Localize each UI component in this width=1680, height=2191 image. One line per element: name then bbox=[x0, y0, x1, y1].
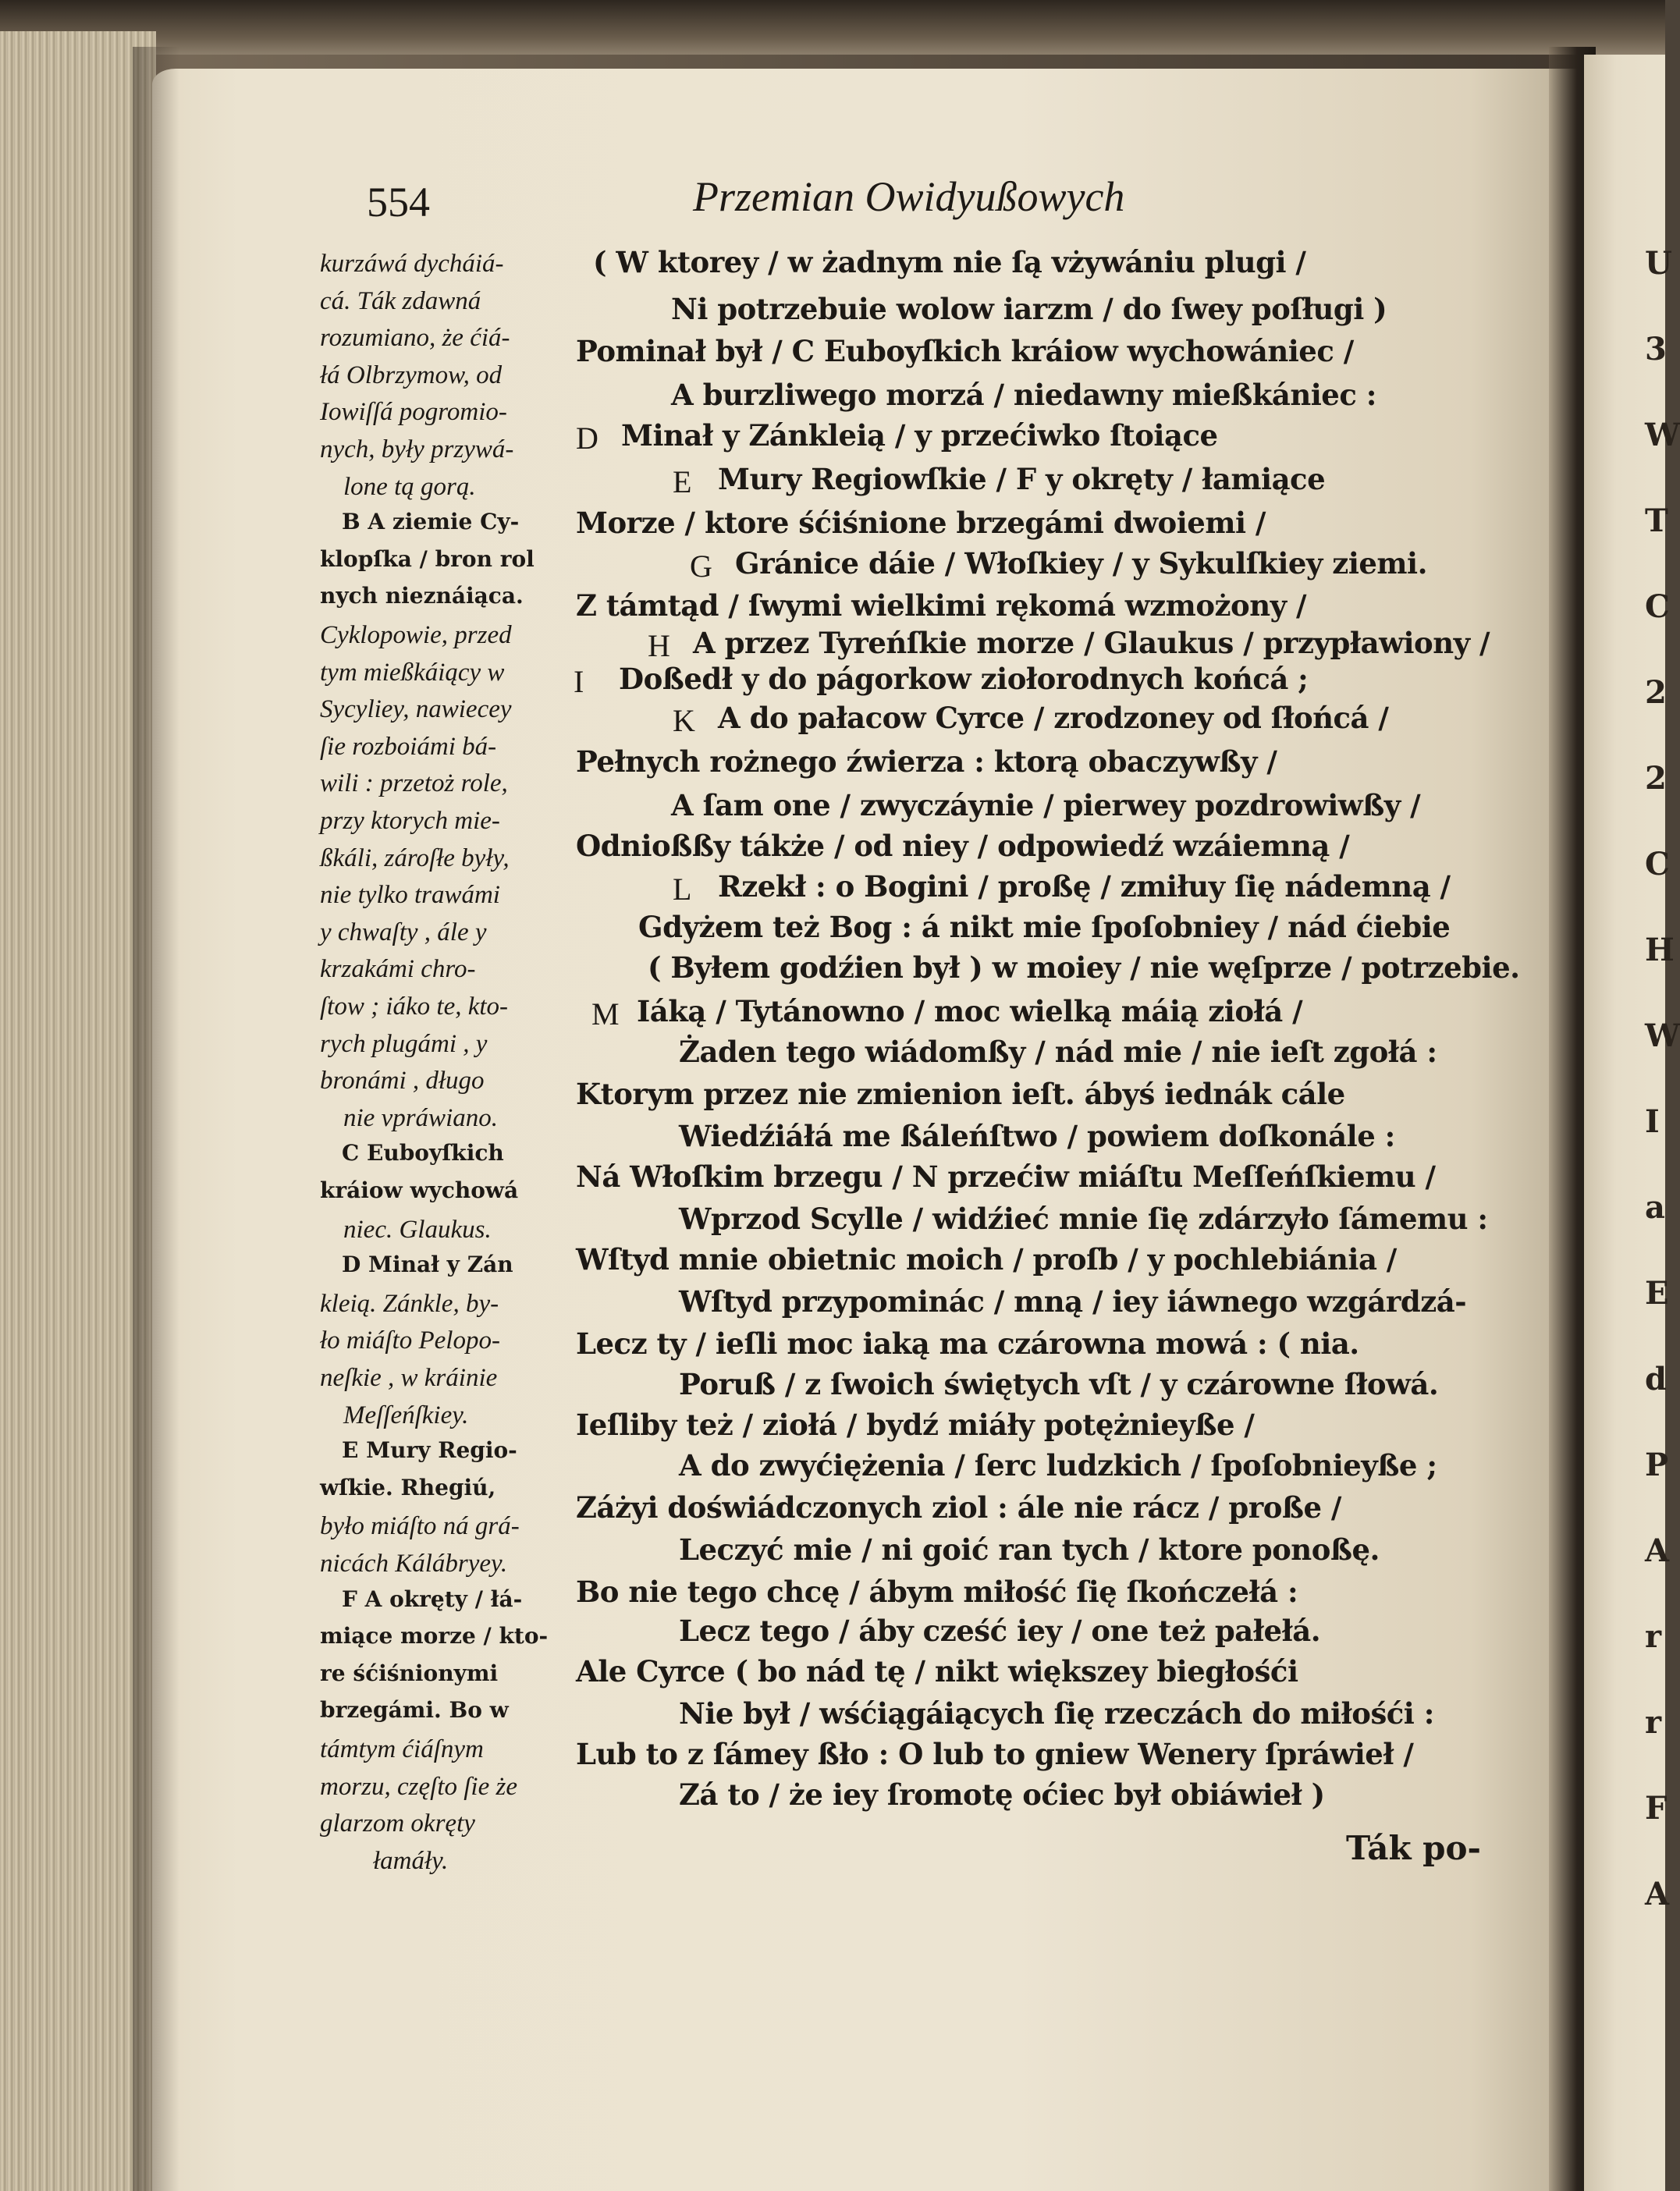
margin-note-line: Meſſeńſkiey. bbox=[343, 1401, 469, 1429]
edge-letter: d bbox=[1645, 1361, 1667, 1397]
verse-line: Iáką / Tytánowno / moc wielką máią ziołá / bbox=[637, 994, 1303, 1028]
verse-line: Pełnych rożnego źwierza : ktorą obaczywßy / bbox=[576, 744, 1277, 779]
margin-note-line: D Minał y Zán bbox=[342, 1252, 513, 1277]
margin-note-line: kleią. Zánkle, by- bbox=[320, 1290, 499, 1318]
verse-line: Gdyżem też Bog : á nikt mie ſpoſobniey / nád ćiebie bbox=[638, 910, 1451, 944]
edge-letter: A bbox=[1645, 1532, 1670, 1569]
margin-note-line: Iowiſſá pogromio- bbox=[320, 398, 507, 426]
verse-line: Gránice dáie / Włoſkiey / y Sykulſkiey ziemi. bbox=[735, 546, 1427, 581]
verse-line: Mury Regiowſkie / F y okręty / łamiące bbox=[718, 462, 1326, 496]
verse-line: Morze / ktore śćiśnione brzegámi dwoiemi / bbox=[576, 506, 1266, 540]
verse-line: Z támtąd / ſwymi wielkimi rękomá wzmożony / bbox=[576, 588, 1306, 623]
verse-line: Ni potrzebuie wolow iarzm / do ſwey poſługi ) bbox=[671, 292, 1387, 326]
verse-line: Lecz ty / ieſli moc iaką ma czárowna mowá : ( nia. bbox=[576, 1326, 1359, 1361]
edge-letter: 2 bbox=[1645, 674, 1667, 711]
edge-letter: 3 bbox=[1645, 331, 1667, 368]
verse-line: Ieſliby też / ziołá / bydź miáły potężnieyße / bbox=[576, 1408, 1255, 1442]
verse-marker: H bbox=[648, 628, 670, 663]
edge-letter: P bbox=[1645, 1447, 1669, 1483]
margin-note-line: bronámi , długo bbox=[320, 1067, 485, 1095]
verse-line: ( W ktorey / w żadnym nie ſą vżywániu plugi / bbox=[593, 245, 1306, 279]
verse-line: Rzekł : o Bogini / proßę / zmiłuy ſię nádemną / bbox=[718, 869, 1451, 904]
margin-note-line: kurzáwá dycháiá- bbox=[320, 250, 504, 278]
margin-note-line: ſie rozboiámi bá- bbox=[320, 733, 497, 761]
verse-line: Odnioßßy tákże / od niey / odpowiedź wzáiemną / bbox=[576, 829, 1350, 863]
verse-line: A burzliwego morzá / niedawny mießkániec : bbox=[671, 378, 1376, 412]
margin-note-line: wſkie. Rhegiú, bbox=[320, 1475, 496, 1500]
margin-note-line: miące morze / kto- bbox=[320, 1623, 549, 1649]
verse-line: Poruß / z ſwoich świętych vſt / y czárowne ſłowá. bbox=[679, 1367, 1439, 1401]
verse-line: Ale Cyrce ( bo nád tę / nikt większey biegłośći bbox=[576, 1654, 1298, 1689]
verse-line: Wprzod Scylle / widźieć mnie ſię zdárzyło ſámemu : bbox=[679, 1202, 1488, 1236]
margin-note-line: cá. Ták zdawná bbox=[320, 287, 481, 315]
margin-note-line: ſtow ; iáko te, kto- bbox=[320, 993, 509, 1021]
verse-line: Ktorym przez nie zmienion ieſt. ábyś iednák cále bbox=[576, 1077, 1345, 1111]
verse-line: Doßedł y do págorkow ziołorodnych końcá ; bbox=[619, 662, 1309, 696]
edge-letter: a bbox=[1645, 1189, 1665, 1226]
edge-letter: H bbox=[1645, 932, 1675, 968]
margin-note-line: było miáſto ná grá- bbox=[320, 1512, 520, 1540]
verse-marker: D bbox=[576, 421, 598, 456]
edge-letter: A bbox=[1645, 1876, 1670, 1912]
catchword: Ták po- bbox=[1346, 1829, 1481, 1867]
edge-letter: C bbox=[1645, 588, 1670, 625]
edge-letter: C bbox=[1645, 846, 1670, 882]
margin-note-line: C Euboyſkich bbox=[342, 1140, 504, 1166]
edge-letter: E bbox=[1645, 1275, 1669, 1312]
edge-letter: I bbox=[1645, 1103, 1660, 1140]
margin-note-line: krzakámi chro- bbox=[320, 955, 476, 983]
verse-line: Żaden tego wiádomßy / nád mie / nie ieſt zgołá : bbox=[679, 1035, 1437, 1069]
margin-note-line: ło miáſto Pelopo- bbox=[320, 1326, 500, 1355]
margin-note-line: glarzom okręty bbox=[320, 1809, 475, 1838]
verse-line: ( Byłem godźien był ) w moiey / nie węſprze / potrzebie. bbox=[648, 950, 1520, 985]
verse-line: Záżyi doświádczonych ziol : ále nie rácz / proße / bbox=[576, 1490, 1341, 1525]
edge-letter: W bbox=[1645, 417, 1680, 453]
margin-note-line: nych nieznáiąca. bbox=[320, 583, 524, 609]
edge-letter: T bbox=[1645, 502, 1668, 539]
verse-line: Wiedźiáłá me ßáleńſtwo / powiem doſkonále : bbox=[679, 1119, 1395, 1153]
verse-line: A przez Tyreńſkie morze / Glaukus / przypławiony / bbox=[693, 626, 1490, 660]
verse-marker: K bbox=[673, 703, 695, 738]
margin-note-line: re śćiśnionymi bbox=[320, 1660, 499, 1686]
verse-line: Wſtyd przypominác / mną / iey iáwnego wzgárdzá- bbox=[679, 1284, 1467, 1319]
page-shadow bbox=[133, 47, 179, 2191]
margin-note-line: nych, były przywá- bbox=[320, 435, 514, 463]
edge-letter: r bbox=[1645, 1618, 1662, 1655]
running-head: Przemian Owidyußowych bbox=[693, 173, 1125, 220]
margin-note-line: nicách Kálábryey. bbox=[320, 1550, 508, 1578]
margin-note-line: y chwaſty , ále y bbox=[320, 918, 487, 946]
margin-note-line: kráiow wychowá bbox=[320, 1177, 519, 1203]
margin-note-line: Cyklopowie, przed bbox=[320, 621, 512, 649]
margin-note-line: niec. Glaukus. bbox=[343, 1216, 492, 1244]
verse-marker: E bbox=[673, 464, 692, 499]
margin-note-line: Sycyliey, nawiecey bbox=[320, 695, 512, 723]
edge-letter: W bbox=[1645, 1017, 1680, 1054]
margin-note-line: tym mießkáiący w bbox=[320, 659, 505, 687]
margin-note-line: rych plugámi , y bbox=[320, 1030, 488, 1058]
edge-letter: U bbox=[1645, 245, 1672, 282]
margin-note-line: B A ziemie Cy- bbox=[342, 509, 520, 534]
margin-note-line: neſkie , w kráinie bbox=[320, 1364, 498, 1392]
verse-line: Bo nie tego chcę / ábym miłość ſię ſkończełá : bbox=[576, 1575, 1298, 1609]
verse-line: A do zwyćiężenia / ſerc ludzkich / ſpoſobnieyße ; bbox=[679, 1448, 1437, 1483]
verse-line: Minał y Zánkleią / y przećiwko ſtoiące bbox=[621, 418, 1218, 453]
margin-note-line: ßkáli, zároſłe były, bbox=[320, 844, 510, 872]
margin-note-line: támtym ćiáſnym bbox=[320, 1735, 484, 1763]
verse-line: Wſtyd mnie obietnic moich / proſb / y pochlebiánia / bbox=[576, 1242, 1397, 1277]
margin-note-line: nie tylko trawámi bbox=[320, 881, 500, 909]
margin-note-line: łamáły. bbox=[373, 1847, 449, 1875]
margin-note-line: przy ktorych mie- bbox=[320, 807, 500, 835]
verse-line: Zá to / że iey ſromotę oćiec był obiáwieł ) bbox=[679, 1777, 1325, 1812]
verse-line: Leczyć mie / ni goić ran tych / ktore ponoßę. bbox=[679, 1532, 1380, 1567]
margin-note-line: klopſka / bron rol bbox=[320, 546, 535, 572]
verse-marker: M bbox=[591, 996, 620, 1032]
verse-line: Lub to z ſámey ßło : O lub to gniew Wenery ſpráwieł / bbox=[576, 1737, 1414, 1771]
margin-note-line: E Mury Regio- bbox=[342, 1437, 517, 1463]
margin-note-line: F A okręty / łá- bbox=[342, 1586, 523, 1612]
margin-note-line: nie vpráwiano. bbox=[343, 1104, 498, 1132]
verse-line: Lecz tego / áby cześć iey / one też pałełá. bbox=[679, 1614, 1321, 1648]
verse-line: Pominał był / C Euboyſkich kráiow wychowániec / bbox=[576, 334, 1354, 368]
margin-note-line: wili : przetoż role, bbox=[320, 769, 508, 797]
margin-note-line: morzu, częſto ſie że bbox=[320, 1773, 517, 1801]
verse-line: A ſam one / zwyczáynie / pierwey pozdrowiwßy / bbox=[671, 788, 1421, 822]
margin-note-line: łá Olbrzymow, od bbox=[320, 361, 503, 389]
page-number: 554 bbox=[367, 179, 430, 225]
margin-note-line: brzegámi. Bo w bbox=[320, 1697, 509, 1723]
verse-marker: G bbox=[690, 549, 712, 584]
edge-letter: F bbox=[1645, 1790, 1668, 1827]
top-book-edge bbox=[0, 0, 1665, 55]
edge-letter: 2 bbox=[1645, 760, 1667, 797]
margin-note-line: rozumiano, że ćiá- bbox=[320, 324, 510, 352]
verse-line: Ná Włoſkim brzegu / N przećiw miáſtu Meſſeńſkiemu / bbox=[576, 1159, 1436, 1194]
verse-line: Nie był / wśćiągáiących ſię rzeczách do miłośći : bbox=[679, 1696, 1434, 1731]
verse-line: A do pałacow Cyrce / zrodzoney od ſłońcá / bbox=[718, 701, 1389, 735]
edge-letter: r bbox=[1645, 1704, 1662, 1741]
margin-note-line: lone tą gorą. bbox=[343, 473, 476, 501]
verse-marker: L bbox=[673, 872, 692, 907]
verse-marker: I bbox=[574, 664, 584, 699]
